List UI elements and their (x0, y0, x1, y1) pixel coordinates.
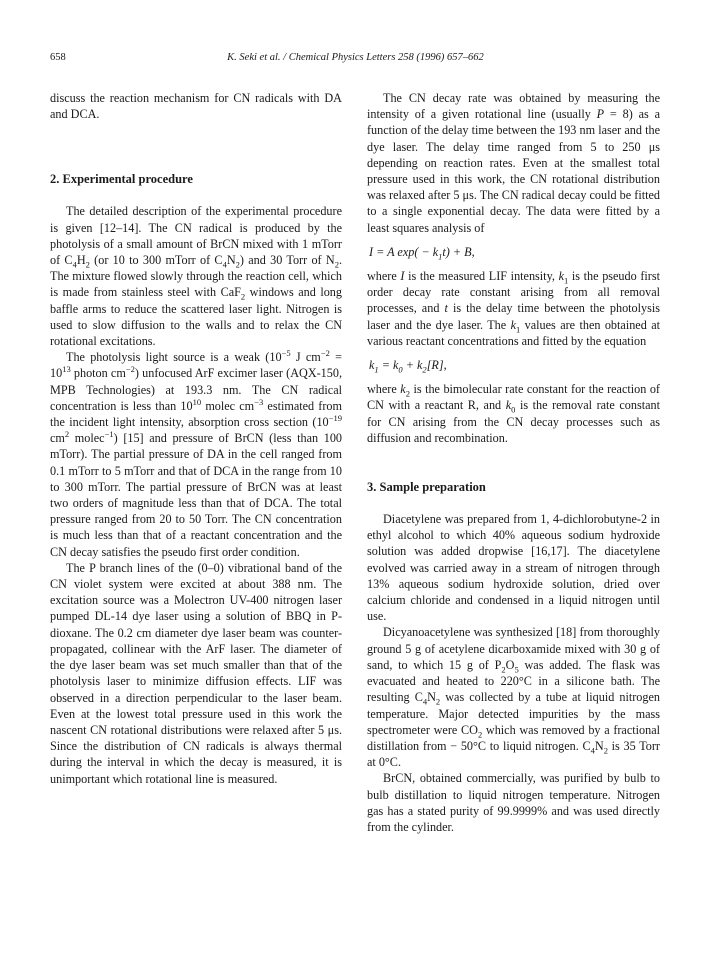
running-header (50, 52, 661, 68)
right-column (367, 90, 660, 835)
paragraph: discuss the reaction mechanism for CN radicals with DA and DCA. (50, 91, 342, 122)
paragraph: The photolysis light source is a weak ($10^{-5}$ J $cm^{-2} = 10^{13}$ photon $cm^{-2}$) unfocused ArF excimer laser (AQX-150, MPB Technologies) at 193.3 nm. The CN radical concentration is less than $10^{10}$ molec $cm^{-3}$ estimated from the incident light intensity, absorption cross section ($10^{-19}$ $cm^2$ molec$^{-1}$) [15] and pressure of BrCN (less than 100 mTorr). The partial pressure of DA in the cell ranged from 0.1 mTorr to 5 mTorr and that of DCA in the range from 10 to 300 mTorr. The partial pressure of BrCN was at least two orders of magnitude less than that of DCA. The total pressure ranged from 20 to 50 Torr. The CN concentration is much less than that of a reactant concentration and the CN decay satisfies the pseudo first order condition. (50, 348, 343, 559)
equation: I = A $\exp( - k_1t) + B$, (369, 244, 475, 262)
paragraph: The detailed description of the experimental procedure is given [12–14]. The CN radical is produced by the photolysis of a small amount of BrCN mixed with 1 mTorr of $C_4H_2$ (or 10 to 300 mTorr of $C_4N_2$) and 30 Torr of $N_2$. The mixture flowed slowly through the reaction cell, which is made from stainless steel with CaF$_2$ windows and long baffle arms to reduce the scattered laser light. Nitrogen is used to slow diffusion to the walls and to relax the CN rotational excitations. (50, 204, 342, 349)
paragraph: where $k_2$ is the bimolecular rate constant for the reaction of CN with a reactant R, and $k_0$ is the removal rate constant for CN arising from the CN decay processes such as diffusion and recombination. (367, 382, 661, 445)
section-heading: 3. Sample preparation (367, 480, 486, 495)
paragraph: where I is the measured LIF intensity, $k_1$ is the pseudo first order decay rate constant arising from all removal processes, and t is the delay time between the photolysis laser and the dye laser. The $k_1$ values are then obtained at various reactant concentrations and fitted by the equation (367, 269, 660, 348)
paragraph: The P branch lines of the (0–0) vibrational band of the CN violet system were excited at about 388 nm. The excitation source was a Molectron UV-400 nitrogen laser pumped DL-14 dye laser using a solution of BBQ in P-dioxane. The 0.2 cm diameter dye laser beam was counter-propagated, collinear with the ArF laser. The diameter of the dye laser beam was set much smaller than that of the photolysis laser to minimize diffusion effects. LIF was observed in a direction perpendicular to the laser beam. Even at the lowest total pressure used in this work the nascent CN rotational distributions were relaxed after 5 μs. Since the distribution of CN radicals is always thermal during the interval in which the decay is measured, it is unimportant which rotational line is measured. (50, 560, 342, 786)
running-title: K. Seki et al. / Chemical Physics Letters 258 (1996) 657–662 (227, 52, 484, 63)
paragraph: Dicyanoacetylene was synthesized [18] from thoroughly ground 5 g of acetylene dicarboxamide mixed with 30 g of sand, to which 15 g of $P_2O_5$ was added. The flask was evacuated and heated to 220°C in a silicone bath. The resulting $C_4N_2$ was collected by a tube at liquid nitrogen temperature. Major detected impurities by the mass spectrometer were $CO_2$ which was removed by a fractional distillation from − 50°C to liquid nitrogen. $C_4N_2$ is 35 Torr at 0°C. (367, 625, 661, 770)
paragraph: The CN decay rate was obtained by measuring the intensity of a given rotational line (usually P = 8) as a function of the delay time between the 193 nm laser and the dye laser. The delay time ranged from 5 to 250 μs depending on reaction rates. Even at the smallest total pressure used in this work, the CN rotational distribution was relaxed after 5 μs. The CN radical decay could be fitted to a single exponential decay. The data were fitted by a least squares analysis of (367, 91, 661, 235)
left-column (50, 90, 342, 787)
paragraph: BrCN, obtained commercially, was purified by bulb to bulb distillation to liquid nitrogen temperature. Nitrogen gas has a stated purity of 99.9999% and was used directly from the cylinder. (367, 771, 660, 834)
section-heading: 2. Experimental procedure (50, 172, 193, 187)
equation: $k_1 = k_0 + k_2[R]$, (369, 358, 447, 375)
paragraph: Diacetylene was prepared from 1, 4-dichlorobutyne-2 in ethyl alcohol to which 40% aqueous sodium hydroxide solution was added dropwise [16,17]. The diacetylene evolved was carried away in a stream of nitrogen through 13% aqueous sodium hydroxide solution, dried over calcium chloride and condensed in a liquid nitrogen until use. (367, 512, 660, 624)
page-number: 658 (50, 52, 66, 63)
